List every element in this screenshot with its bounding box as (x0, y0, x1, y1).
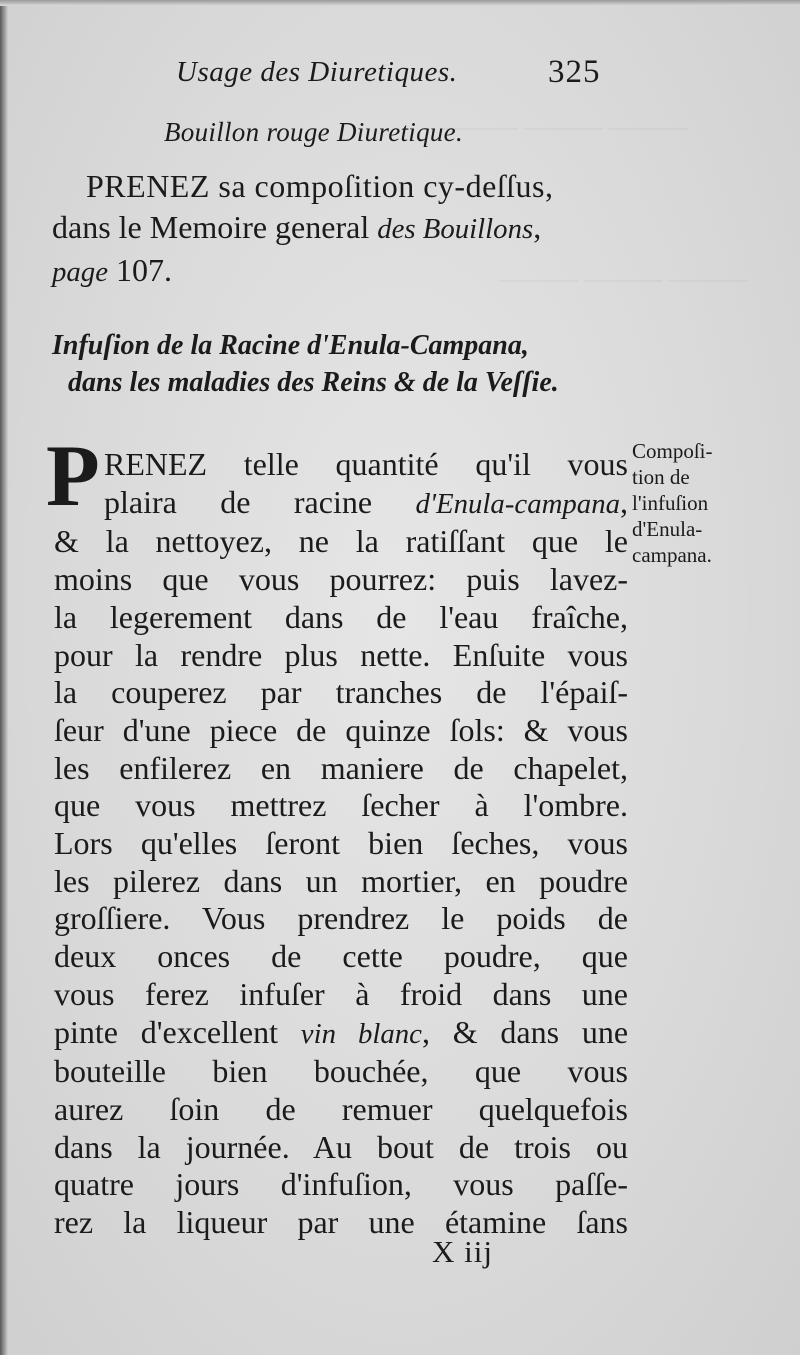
page-top-shadow (0, 0, 800, 6)
text-line: moins que vous pourrez: puis lavez- (54, 561, 628, 598)
signature-mark: X iij (432, 1234, 493, 1269)
bleed-through-text: ——— ——— ——— (440, 112, 687, 141)
marginal-note-line: d'Enula- (632, 517, 703, 541)
paragraph-infusion (54, 446, 628, 1242)
section-heading-infusion-subtitle: dans les maladies des Reins & de la Veſſie. (68, 367, 559, 398)
marginal-note (632, 438, 782, 568)
text-line: deux onces de cette poudre, que (54, 938, 628, 975)
marginal-note-line: l'infuſion (632, 491, 709, 515)
page-header (0, 56, 800, 100)
text-line: groſſiere. Vous prendrez le poids de (54, 900, 628, 937)
section-heading-bouillon: Bouillon rouge Diuretique. (164, 117, 464, 147)
text-line: dans la journée. Au bout de trois ou (54, 1128, 628, 1165)
text-line: les pilerez dans un mortier, en poudre (54, 862, 628, 899)
text-line: RENEZ telle quantité qu'il vous (104, 446, 628, 482)
text-line: la legerement dans de l'eau fraîche, (54, 598, 628, 635)
marginal-note-line: campana. (632, 543, 712, 567)
marginal-note-line: Compoſi- (632, 439, 713, 463)
text-line: les enfilerez en maniere de chapelet, (54, 749, 628, 786)
text-line: PRENEZ sa compoſition cy-deſſus, (86, 168, 554, 204)
text-line: plaira de racine d'Enula-campana, (104, 483, 628, 520)
text-line: pour la rendre plus nette. Enſuite vous (54, 636, 628, 673)
bleed-through-text: ——— ——— ——— (500, 264, 747, 293)
text-line: aurez ſoin de remuer quelquefois (54, 1090, 628, 1127)
page-edge-shadow (0, 0, 8, 1355)
text-line: rez la liqueur par une étamine ſans (54, 1204, 628, 1241)
text-line: bouteille bien bouchée, que vous (54, 1053, 628, 1090)
text-line: ſeur d'une piece de quinze ſols: & vous (54, 711, 628, 748)
page-number: 325 (548, 54, 601, 90)
text-line: que vous mettrez ſecher à l'ombre. (54, 787, 628, 824)
text-line: Lors qu'elles ſeront bien ſeches, vous (54, 825, 628, 862)
paragraph-bouillon (52, 166, 632, 293)
text-line: quatre jours d'infuſion, vous paſſe- (54, 1166, 628, 1203)
text-line: dans le Memoire general des Bouillons, (52, 209, 542, 245)
text-line: page 107. (52, 252, 172, 288)
drop-cap: P (46, 428, 100, 525)
text-line: la couperez par tranches de l'épaiſ- (54, 674, 628, 711)
text-line: & la nettoyez, ne la ratiſſant que le (54, 523, 628, 560)
marginal-note-line: tion de (632, 465, 690, 489)
text-line: vous ferez infuſer à froid dans une (54, 975, 628, 1012)
section-heading-infusion: Infuſion de la Racine d'Enula-Campana, (52, 330, 529, 361)
running-title: Usage des Diuretiques. (176, 56, 458, 88)
text-line: pinte d'excellent vin blanc, & dans une (54, 1013, 629, 1050)
